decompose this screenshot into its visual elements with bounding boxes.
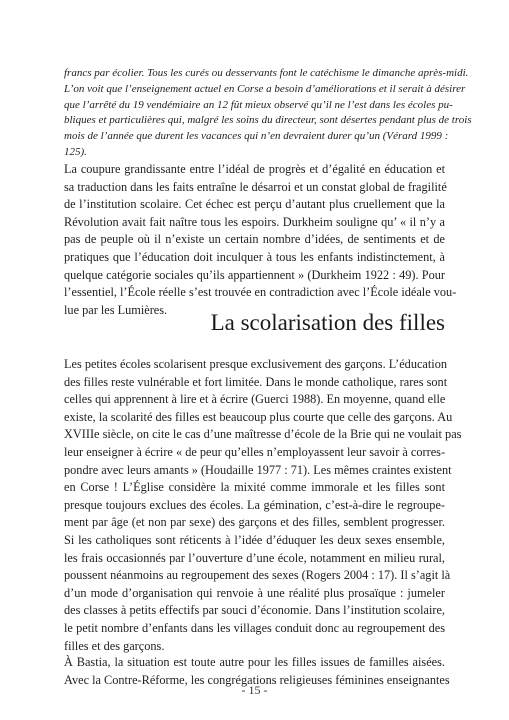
quote-line: que l’arrêté du 19 vendémiaire an 12 fût mieux observé qu’il ne l’est dans les écoles pu- [64,98,453,111]
section-heading: La scolarisation des filles [210,310,445,335]
quote-line: 125). [64,145,87,158]
text-line: existe, la scolarité des filles est beaucoup plus courte que celle des garçons. Au [64,409,453,424]
page-number: - 15 - [241,683,268,697]
text-line: pratiques que l’éducation doit inculquer à tous les enfants indistinctement, à [64,249,445,264]
text-line: leur enseigner à écrire « de peur qu’elles n’employassent leur savoir à corres- [64,444,446,459]
text-line: La coupure grandissante entre l’idéal de progrès et d’égalité en éducation et [64,162,445,176]
block-quote [64,66,472,161]
text-line: les frais occasionnés par l’ouverture d’une école, notamment en milieu rural, [64,550,445,565]
text-line: À Bastia, la situation est toute autre pour les filles issues de familles aisées. [64,655,445,669]
quote-line: L’on voit que l’enseignement actuel en Corse a besoin d’améliorations et il serait à désirer [64,82,466,95]
text-line: XVIIIe siècle, on cite le cas d’une maîtresse d’école de la Brie qui ne voulait pas [64,427,462,442]
text-line: sa traduction dans les faits entraîne le désarroi et un constat global de fragilité [64,179,447,194]
text-line: presque toujours exclues des écoles. La gémination, c’est-à-dire le regroupe- [64,497,445,512]
quote-line: francs par écolier. Tous les curés ou desservants font le catéchisme le dimanche après-midi. [64,67,469,79]
text-line: l’essentiel, l’École réelle s’est trouvée en contradiction avec l’École idéale vou- [64,285,457,300]
paragraph-2 [64,356,462,655]
quote-line: mois de l’année que durent les vacances qui n’en devraient durer qu’un (Vérard 1999 : [64,130,449,143]
text-line: Révolution avait fait naître tous les espoirs. Durkheim souligne qu’ « il n’y a [64,214,445,229]
text-line: celles qui apprennent à lire et à écrire (Guerci 1988). En moyenne, quand elle [64,392,446,407]
text-line: des classes à petits effectifs par souci d’économie. Dans l’institution scolaire, [64,603,445,618]
text-line: le petit nombre d’enfants dans les villages conduit donc au regroupement des [64,620,445,635]
text-line: quelque catégorie sociales qu’ils appartiennent » (Durkheim 1922 : 49). Pour [64,267,445,282]
text-line: d’un mode d’organisation qui renvoie à une réalité plus prosaïque : jumeler [64,585,445,600]
text-line: lue par les Lumières. [64,302,168,317]
text-line: Les petites écoles scolarisent presque exclusivement des garçons. L’éducation [64,357,448,371]
text-line: pas de peuple où il n’existe un certain nombre d’idées, de sentiments et de [64,232,445,247]
text-line: poussent néanmoins au regroupement des sexes (Rogers 2004 : 17). Il s’agit là [64,568,451,583]
text-line: filles et des garçons. [64,638,165,653]
text-line: ment par âge (et non par sexe) des garçons et des filles, semblent progresser. [64,515,445,530]
text-line: Si les catholiques sont réticents à l’idée d’éduquer les deux sexes ensemble, [64,532,445,547]
text-line: Avec la Contre-Réforme, les congrégations religieuses féminines enseignantes [64,672,450,687]
text-line: des filles reste vulnérable et fort limitée. Dans le monde catholique, rares sont [64,374,448,389]
quote-line: bliques et particulières qui, malgré les soins du directeur, sont désertes pendant plus de trois [64,114,472,127]
text-line: de l’institution scolaire. Cet échec est perçu d’autant plus cruellement que la [64,197,445,212]
text-line: en Corse ! L’Église considère la mixité comme immorale et les filles sont [64,480,445,495]
paragraph-1 [64,161,457,319]
text-line: pondre avec leurs amants » (Houdaille 1977 : 71). Les mêmes craintes existent [64,462,452,477]
